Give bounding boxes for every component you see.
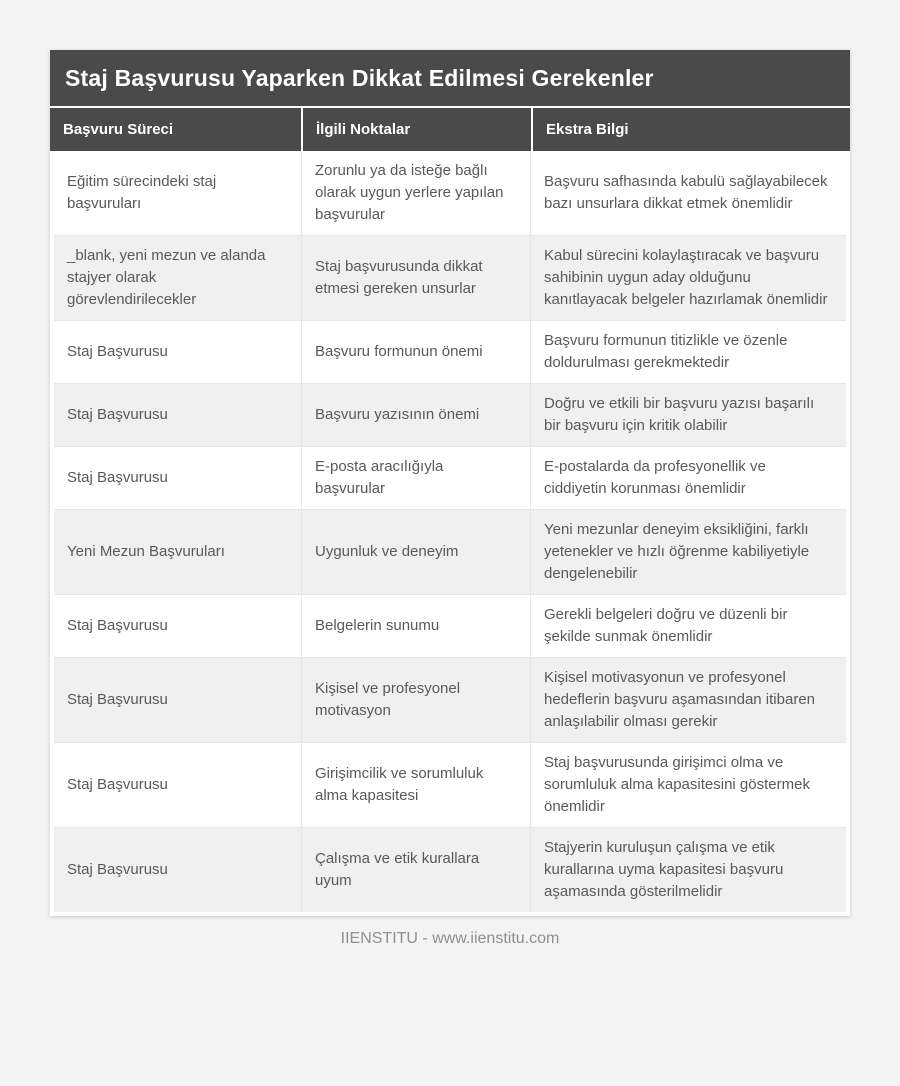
table-cell-basvuru-sureci: Staj Başvurusu <box>54 828 301 912</box>
table-cell-ekstra-bilgi: Kabul sürecini kolaylaştıracak ve başvuru sahibinin uygun aday olduğunu kanıtlayacak belgeler hazırlamak önemlidir <box>531 236 846 320</box>
table-card <box>50 50 850 916</box>
page <box>0 50 900 1086</box>
table-row <box>54 658 846 742</box>
table-cell-basvuru-sureci: Staj Başvurusu <box>54 658 301 742</box>
table-body <box>54 151 846 912</box>
table-row <box>54 510 846 594</box>
table-cell-ekstra-bilgi: Doğru ve etkili bir başvuru yazısı başarılı bir başvuru için kritik olabilir <box>531 384 846 446</box>
table-row <box>54 151 846 235</box>
table-cell-ilgili-noktalar: Çalışma ve etik kurallara uyum <box>302 828 530 912</box>
table-cell-basvuru-sureci: _blank, yeni mezun ve alanda stajyer olarak görevlendirilecekler <box>54 236 301 320</box>
table-row <box>54 743 846 827</box>
table-cell-basvuru-sureci: Eğitim sürecindeki staj başvuruları <box>54 151 301 235</box>
page-title: Staj Başvurusu Yaparken Dikkat Edilmesi Gerekenler <box>50 50 850 106</box>
table-cell-ilgili-noktalar: Belgelerin sunumu <box>302 595 530 657</box>
table-cell-basvuru-sureci: Staj Başvurusu <box>54 447 301 509</box>
table-cell-ekstra-bilgi: Kişisel motivasyonun ve profesyonel hedeflerin başvuru aşamasından itibaren anlaşılabilir olması gerekir <box>531 658 846 742</box>
footer-credit: IIENSTITU - www.iienstitu.com <box>340 930 560 947</box>
table-cell-ilgili-noktalar: Uygunluk ve deneyim <box>302 510 530 594</box>
table-cell-basvuru-sureci: Staj Başvurusu <box>54 595 301 657</box>
table-cell-ekstra-bilgi: Stajyerin kuruluşun çalışma ve etik kurallarına uyma kapasitesi başvuru aşamasında gösterilmelidir <box>531 828 846 912</box>
table-cell-ekstra-bilgi: Başvuru safhasında kabulü sağlayabilecek bazı unsurlara dikkat etmek önemlidir <box>531 151 846 235</box>
table-cell-ekstra-bilgi: Başvuru formunun titizlikle ve özenle doldurulması gerekmektedir <box>531 321 846 383</box>
table-row <box>54 447 846 509</box>
table-row <box>54 595 846 657</box>
table-row <box>54 828 846 912</box>
table-cell-ilgili-noktalar: Zorunlu ya da isteğe bağlı olarak uygun yerlere yapılan başvurular <box>302 151 530 235</box>
table-cell-ekstra-bilgi: Gerekli belgeleri doğru ve düzenli bir şekilde sunmak önemlidir <box>531 595 846 657</box>
table-cell-basvuru-sureci: Staj Başvurusu <box>54 384 301 446</box>
table-cell-ekstra-bilgi: E-postalarda da profesyonellik ve ciddiyetin korunması önemlidir <box>531 447 846 509</box>
table-cell-basvuru-sureci: Staj Başvurusu <box>54 743 301 827</box>
table-header <box>50 108 850 151</box>
table-cell-ilgili-noktalar: Başvuru yazısının önemi <box>302 384 530 446</box>
table-cell-ilgili-noktalar: Başvuru formunun önemi <box>302 321 530 383</box>
table-row <box>54 236 846 320</box>
column-header-basvuru-sureci: Başvuru Süreci <box>50 108 301 151</box>
table-row <box>54 384 846 446</box>
table-cell-ilgili-noktalar: Staj başvurusunda dikkat etmesi gereken unsurlar <box>302 236 530 320</box>
table-cell-ekstra-bilgi: Staj başvurusunda girişimci olma ve sorumluluk alma kapasitesini göstermek önemlidir <box>531 743 846 827</box>
table-cell-basvuru-sureci: Staj Başvurusu <box>54 321 301 383</box>
table-cell-ilgili-noktalar: E-posta aracılığıyla başvurular <box>302 447 530 509</box>
table-cell-basvuru-sureci: Yeni Mezun Başvuruları <box>54 510 301 594</box>
table-row <box>54 321 846 383</box>
column-header-ekstra-bilgi: Ekstra Bilgi <box>533 108 850 151</box>
table-cell-ekstra-bilgi: Yeni mezunlar deneyim eksikliğini, farklı yetenekler ve hızlı öğrenme kabiliyetiyle dengelenebilir <box>531 510 846 594</box>
table-cell-ilgili-noktalar: Girişimcilik ve sorumluluk alma kapasitesi <box>302 743 530 827</box>
table-cell-ilgili-noktalar: Kişisel ve profesyonel motivasyon <box>302 658 530 742</box>
column-header-ilgili-noktalar: İlgili Noktalar <box>303 108 531 151</box>
